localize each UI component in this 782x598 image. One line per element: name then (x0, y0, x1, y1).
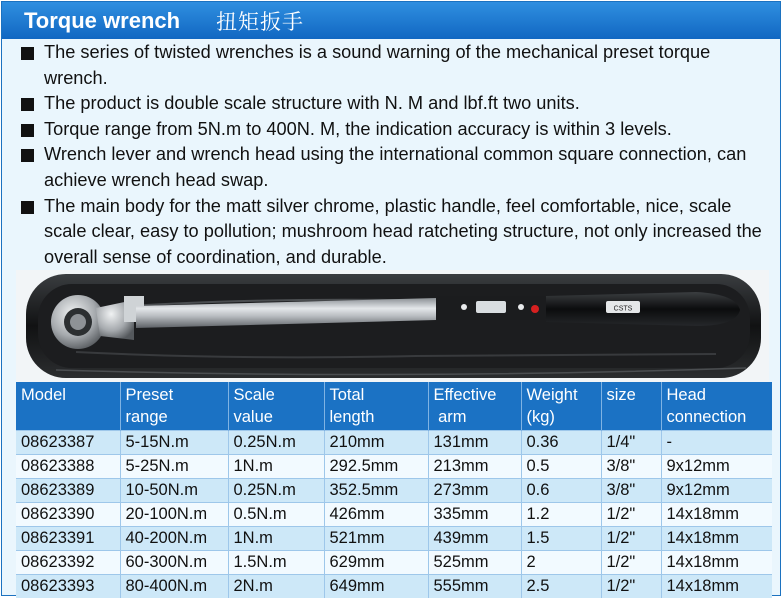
spec-table (16, 382, 772, 598)
cell-head-connection: 9x12mm (661, 479, 772, 503)
cell-head-connection: 14x18mm (661, 503, 772, 527)
feature-item (20, 117, 775, 143)
cell-total-length: 521mm (324, 527, 428, 551)
cell-head-connection: 14x18mm (661, 527, 772, 551)
handle-label: CSTS (614, 306, 633, 313)
column-header: Weight (kg) (521, 382, 601, 431)
cell-effective-arm: 335mm (428, 503, 521, 527)
title-english: Torque wrench (24, 8, 180, 34)
cell-total-length: 292.5mm (324, 455, 428, 479)
title-chinese: 扭矩扳手 (216, 6, 304, 36)
cell-preset-range: 5-15N.m (120, 431, 228, 455)
column-header: Head connection (661, 382, 772, 431)
column-header: Total length (324, 382, 428, 431)
cell-weight: 1.2 (521, 503, 601, 527)
cell-scale-value: 0.25N.m (228, 431, 324, 455)
bullet-square-icon (21, 47, 34, 60)
cell-total-length: 210mm (324, 431, 428, 455)
cell-scale-value: 0.25N.m (228, 479, 324, 503)
column-header: Scale value (228, 382, 324, 431)
cell-size: 1/2" (601, 575, 661, 598)
cell-scale-value: 1.5N.m (228, 551, 324, 575)
feature-item (20, 194, 775, 271)
feature-text: The main body for the matt silver chrome, plastic handle, feel comfortable, nice, scale scale clear, easy to pollution; mushroom head ratcheting structure, not only increased the overall sense of coordination, and durable. (44, 196, 762, 267)
cell-effective-arm: 213mm (428, 455, 521, 479)
cell-preset-range: 10-50N.m (120, 479, 228, 503)
table-row (16, 551, 772, 575)
cell-total-length: 629mm (324, 551, 428, 575)
cell-preset-range: 40-200N.m (120, 527, 228, 551)
cell-preset-range: 60-300N.m (120, 551, 228, 575)
cell-total-length: 426mm (324, 503, 428, 527)
feature-text: Torque range from 5N.m to 400N. M, the indication accuracy is within 3 levels. (44, 119, 672, 139)
table-row (16, 455, 772, 479)
cell-scale-value: 1N.m (228, 527, 324, 551)
cell-size: 1/2" (601, 551, 661, 575)
cell-effective-arm: 439mm (428, 527, 521, 551)
cell-effective-arm: 525mm (428, 551, 521, 575)
cell-model: 08623387 (16, 431, 120, 455)
cell-weight: 0.6 (521, 479, 601, 503)
cell-scale-value: 2N.m (228, 575, 324, 598)
column-header: Effective arm (428, 382, 521, 431)
cell-size: 1/4" (601, 431, 661, 455)
table-row (16, 527, 772, 551)
table-row (16, 479, 772, 503)
cell-size: 1/2" (601, 527, 661, 551)
bullet-square-icon (21, 124, 34, 137)
feature-text: The product is double scale structure with N. M and lbf.ft two units. (44, 93, 580, 113)
title-bar (2, 2, 780, 39)
cell-effective-arm: 131mm (428, 431, 521, 455)
feature-item (20, 142, 775, 193)
cell-size: 1/2" (601, 503, 661, 527)
column-header: Model (16, 382, 120, 431)
feature-item (20, 91, 775, 117)
cell-weight: 0.5 (521, 455, 601, 479)
bullet-square-icon (21, 149, 34, 162)
cell-preset-range: 20-100N.m (120, 503, 228, 527)
feature-text: The series of twisted wrenches is a sound warning of the mechanical preset torque wrench. (44, 42, 710, 88)
table-row (16, 503, 772, 527)
column-header: size (601, 382, 661, 431)
cell-size: 3/8" (601, 455, 661, 479)
cell-preset-range: 5-25N.m (120, 455, 228, 479)
cell-effective-arm: 273mm (428, 479, 521, 503)
feature-item (20, 40, 775, 91)
cell-total-length: 352.5mm (324, 479, 428, 503)
cell-head-connection: 14x18mm (661, 551, 772, 575)
feature-text: Wrench lever and wrench head using the international common square connection, can achieve wrench head swap. (44, 144, 746, 190)
torque-wrench-photo (16, 270, 769, 382)
column-header: Preset range (120, 382, 228, 431)
cell-weight: 0.36 (521, 431, 601, 455)
cell-model: 08623391 (16, 527, 120, 551)
cell-model: 08623392 (16, 551, 120, 575)
cell-preset-range: 80-400N.m (120, 575, 228, 598)
cell-head-connection: 14x18mm (661, 575, 772, 598)
cell-model: 08623393 (16, 575, 120, 598)
cell-size: 3/8" (601, 479, 661, 503)
cell-weight: 2.5 (521, 575, 601, 598)
cell-model: 08623390 (16, 503, 120, 527)
cell-model: 08623388 (16, 455, 120, 479)
cell-head-connection: 9x12mm (661, 455, 772, 479)
cell-total-length: 649mm (324, 575, 428, 598)
torque-wrench-image (16, 270, 769, 382)
cell-scale-value: 1N.m (228, 455, 324, 479)
cell-head-connection: - (661, 431, 772, 455)
feature-list (20, 40, 775, 270)
table-header-row (16, 382, 772, 431)
product-sheet (1, 1, 781, 596)
bullet-square-icon (21, 98, 34, 111)
bullet-square-icon (21, 201, 34, 214)
cell-weight: 1.5 (521, 527, 601, 551)
cell-weight: 2 (521, 551, 601, 575)
table-row (16, 575, 772, 598)
cell-effective-arm: 555mm (428, 575, 521, 598)
table-row (16, 431, 772, 455)
cell-scale-value: 0.5N.m (228, 503, 324, 527)
cell-model: 08623389 (16, 479, 120, 503)
